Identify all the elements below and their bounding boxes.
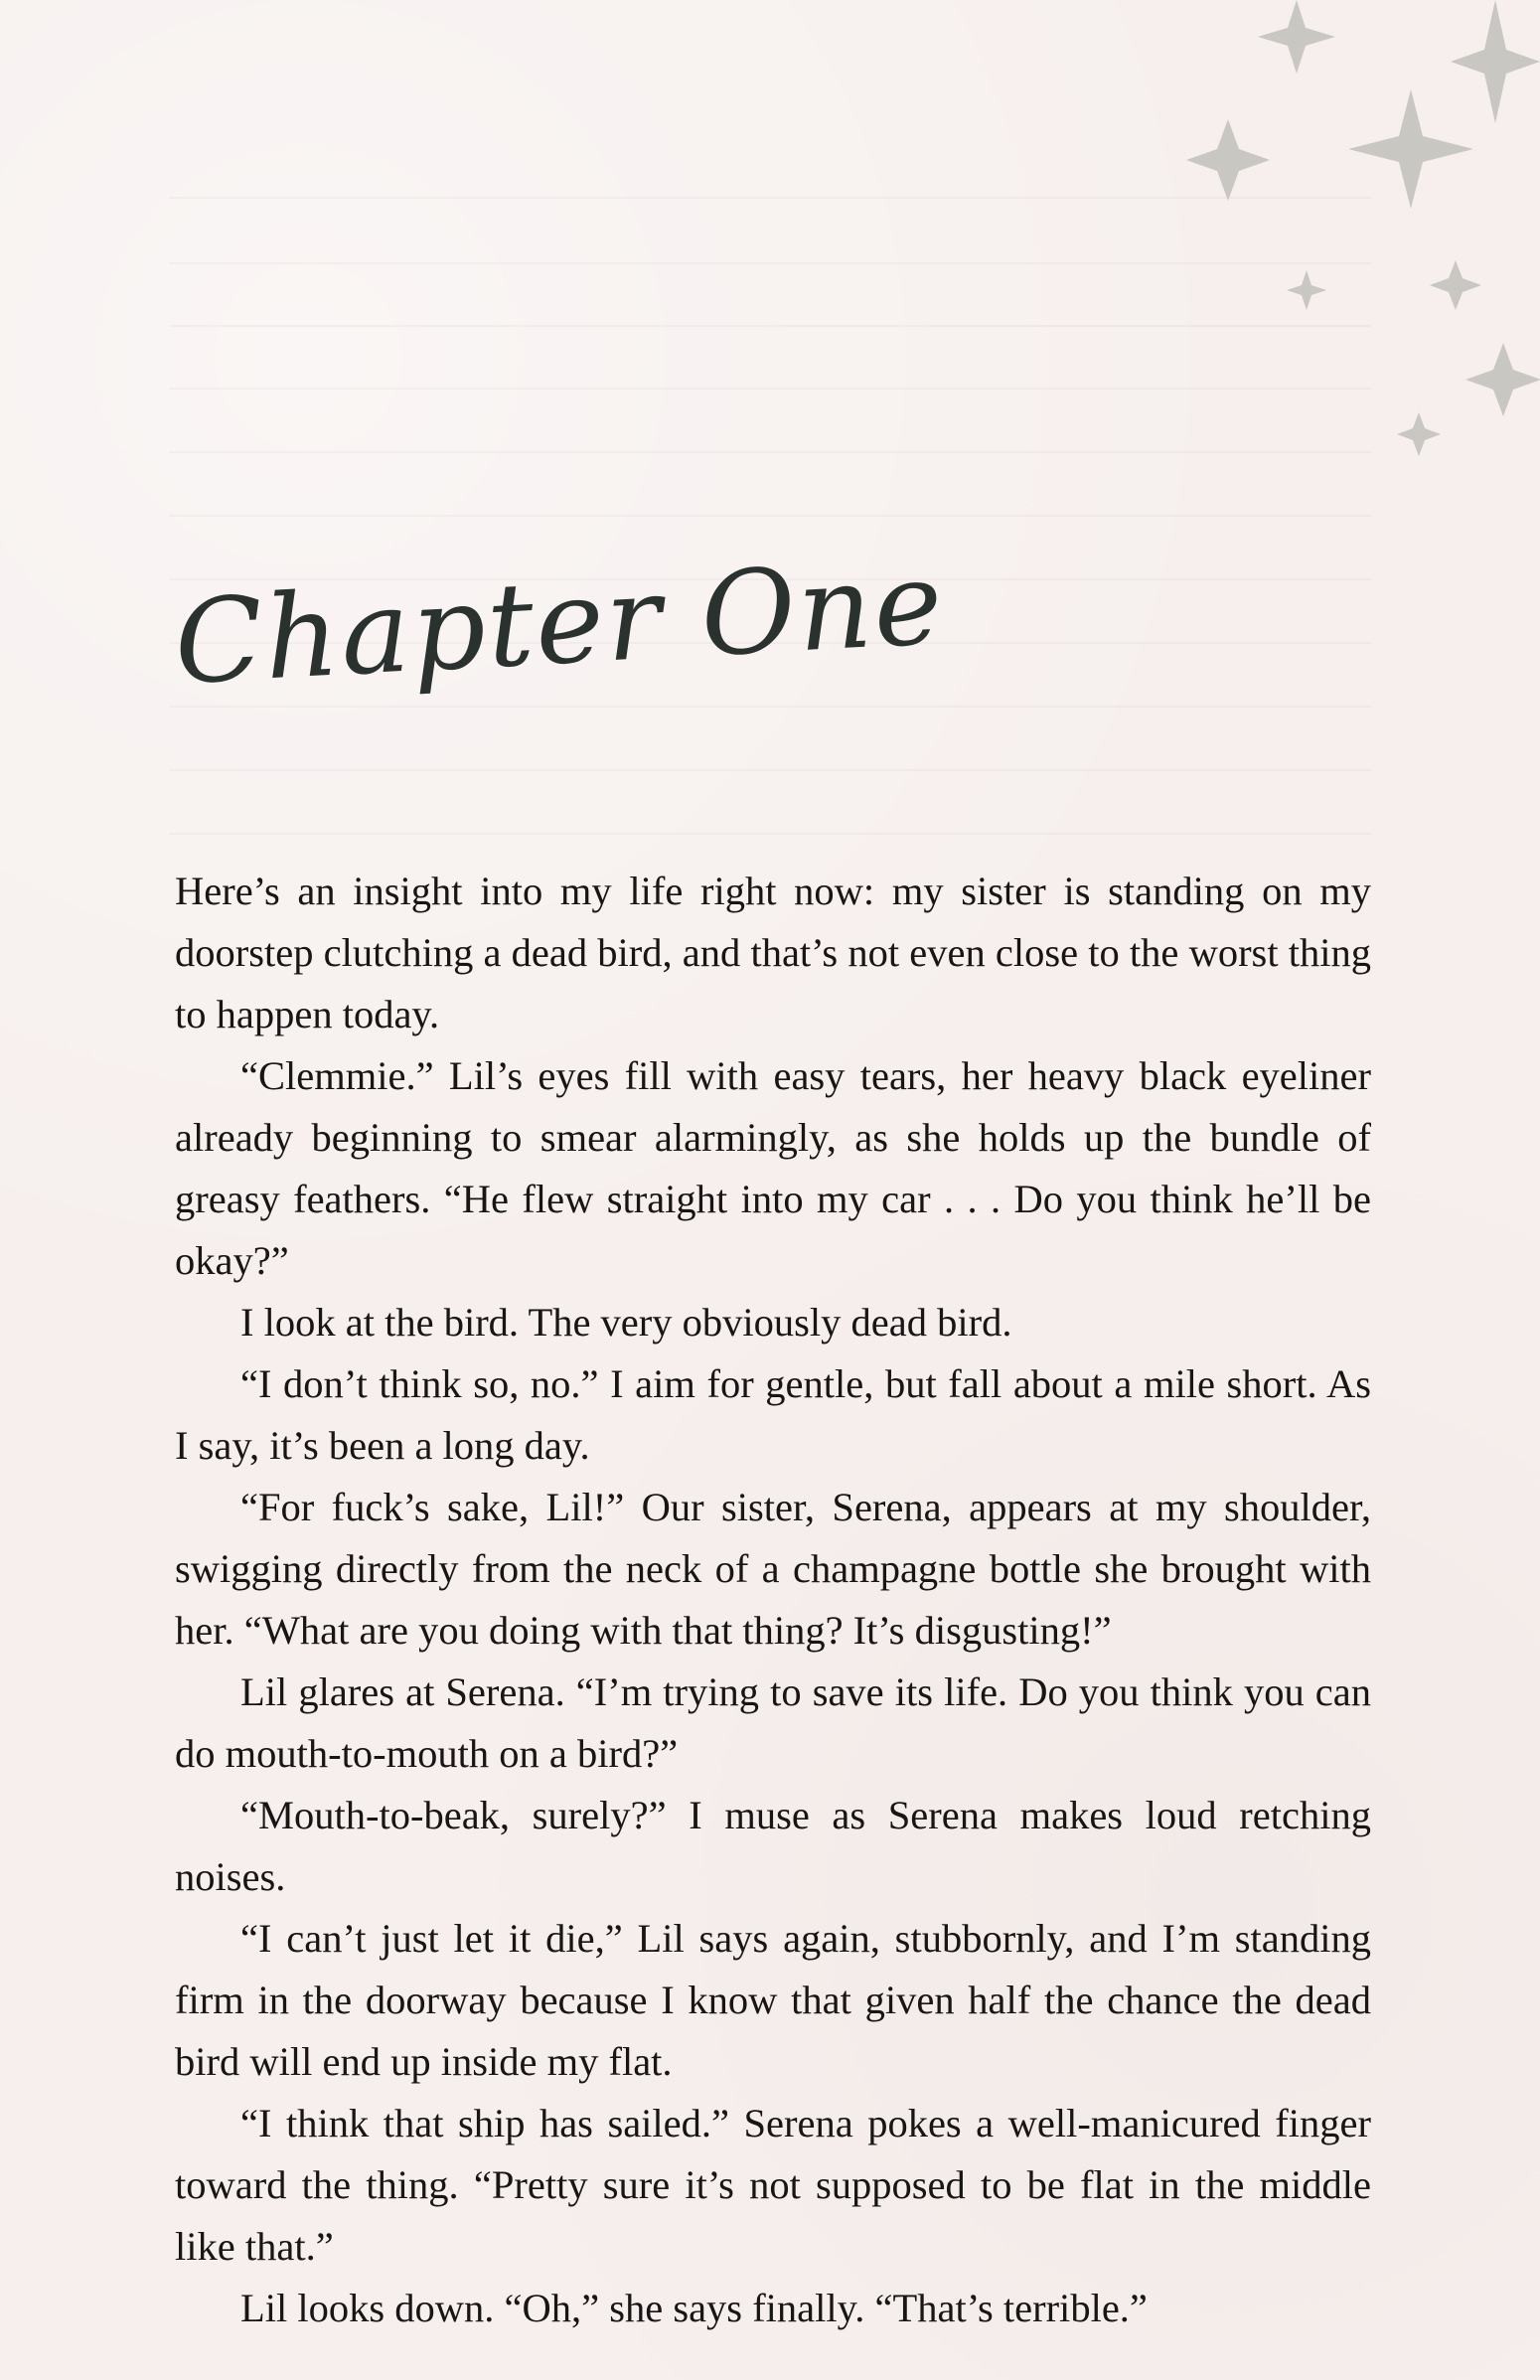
- paragraph: “I can’t just let it die,” Lil says again, stubbornly, and I’m standing firm in the doorway because I know that given half the chance the dead bird will end up inside my flat.: [175, 1916, 1371, 2084]
- sparkle-icon: [1451, 0, 1540, 123]
- chapter-title: Chapter One: [171, 536, 948, 711]
- paragraph: “Mouth-to-beak, surely?” I muse as Serena makes loud retching noises.: [175, 1793, 1371, 1899]
- paragraph: Lil looks down. “Oh,” she says finally. “That’s terrible.”: [240, 2286, 1148, 2330]
- sparkle-decoration: [1182, 0, 1540, 457]
- sparkle-icon: [1258, 0, 1335, 74]
- paragraph: “I think that ship has sailed.” Serena pokes a well-manicured finger toward the thing. “Pretty sure it’s not supposed to be flat in the middle like that.”: [175, 2101, 1371, 2269]
- sparkle-icon: [1287, 270, 1326, 310]
- sparkle-icon: [1186, 119, 1270, 201]
- bleed-through-line: [169, 515, 1371, 517]
- bleed-through-line: [169, 769, 1371, 771]
- paragraph: Here’s an insight into my life right now: my sister is standing on my doorstep clutching a dead bird, and that’s not even close to the worst thing to happen today.: [175, 869, 1371, 1036]
- bleed-through-line: [169, 706, 1371, 708]
- sparkle-icon: [1348, 89, 1473, 209]
- paragraph: “For fuck’s sake, Lil!” Our sister, Serena, appears at my shoulder, swigging directly from the neck of a champagne bottle she brought with her. “What are you doing with that thing? It’s disgusting!”: [175, 1485, 1371, 1653]
- sparkle-icon: [1430, 260, 1481, 310]
- paragraph: “I don’t think so, no.” I aim for gentle, but fall about a mile short. As I say, it’s been a long day.: [175, 1361, 1371, 1468]
- sparkle-icon: [1465, 343, 1540, 416]
- paragraph: I look at the bird. The very obviously dead bird.: [240, 1300, 1012, 1345]
- paragraph: “Clemmie.” Lil’s eyes fill with easy tears, her heavy black eyeliner already beginning to smear alarmingly, as she holds up the bundle of greasy feathers. “He flew straight into my car . . . Do you think he’ll be okay?”: [175, 1053, 1371, 1283]
- paragraph: Lil glares at Serena. “I’m trying to save its life. Do you think you can do mouth-to-mouth on a bird?”: [175, 1669, 1371, 1776]
- bleed-through-line: [169, 833, 1371, 835]
- chapter-body: [175, 861, 1371, 2339]
- sparkle-icon: [1397, 412, 1441, 456]
